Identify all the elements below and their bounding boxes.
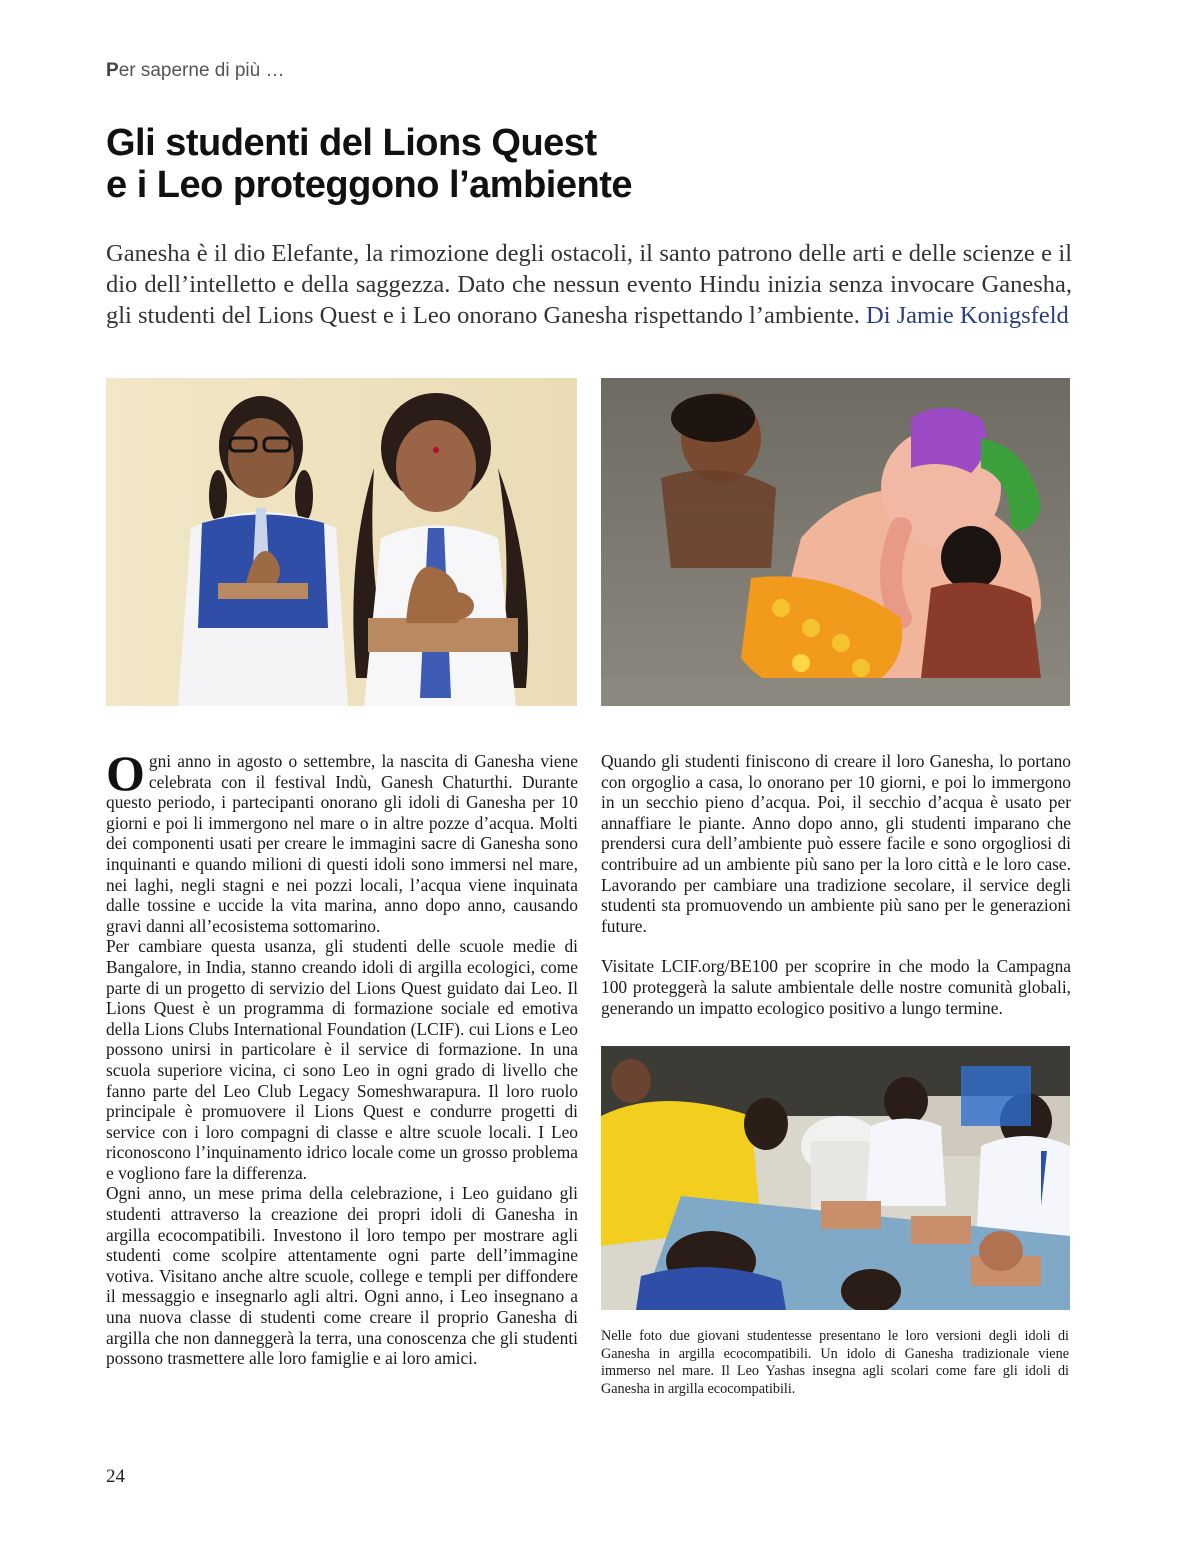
page-number: 24 [106,1466,125,1487]
text-column-right [601,751,1071,1018]
text-column-left [106,745,578,1369]
byline: Di Jamie Konigsfeld [866,302,1069,329]
paragraph-1-text: gni anno in agosto o settembre, la nascita di Ganesha viene celebrata con il festival Indù, Ganesh Chaturthi. Durante questo periodo, i partecipanti onorano gli idoli di Ganesha per 10 giorni e poi li immergono nel mare o in altre pozze d’acqua. Molti dei componenti usati per creare le immagini sacre di Ganesha sono inquinanti e quando milioni di questi idoli sono immersi nel mare, nei laghi, negli stagni e nei pozzi locali, l’acqua viene inquinata dalle tossine e uccide la vita marina, anno dopo anno, causando gravi danni all’ecosistema sottomarino. [106,751,578,936]
article-title-line-2: e i Leo proteggono l’ambiente [106,164,632,206]
drop-cap: O [106,745,145,801]
lead-text: Ganesha è il dio Elefante, la rimozione degli ostacoli, il santo patrono delle arti e delle scienze e il dio dell’intelletto e della saggezza. Dato che nessun evento Hindu inizia senza invocare Ganesha, gli studenti del Lions Quest e i Leo onorano Ganesha rispettando l’ambiente. [106,240,1072,329]
photo-leo-teaching-students [601,1046,1070,1310]
paragraph-2: Per cambiare questa usanza, gli studenti delle scuole medie di Bangalore, in India, stanno creando idoli di argilla ecologici, come parte di un progetto di servizio del Lions Quest guidato dai Leo. Il Lions Quest è un programma di formazione sociale ed emotiva della Lions Clubs International Foundation (LCIF). cui Lions e Leo possono unirsi in particolare è il service di formazione. In una scuola superiore vicina, ci sono Leo in ogni grado di livello che fanno parte del Leo Club Legacy Someshwarapura. Il loro ruolo principale è promuovere il Lions Quest e condurre progetti di service con i loro compagni di classe e altre scuole locali. I Leo riconoscono l’inquinamento idrico locale come un grosso problema e vogliono fare la differenza. [106,936,578,1183]
paragraph-1 [106,745,578,936]
article-title-line-1: Gli studenti del Lions Quest [106,122,597,164]
paragraph-5: Visitate LCIF.org/BE100 per scoprire in che modo la Campagna 100 proteggerà la salute ambientale delle nostre comunità globali, generando un impatto ecologico positivo a lungo termine. [601,956,1071,1018]
paragraph-3: Ogni anno, un mese prima della celebrazione, i Leo guidano gli studenti attraverso la creazione dei propri idoli di Ganesha in argilla ecocompatibili. Investono il loro tempo per mostrare agli studenti come scolpire attentamente ogni parte dell’immagine votiva. Visitano anche altre scuole, college e templi per diffondere il messaggio e insegnarlo agli altri. Ogni anno, i Leo insegnano a una nuova classe di studenti come creare il proprio Ganesha di argilla che non danneggerà la terra, una conoscenza che gli studenti possono trasmettere alle loro famiglie e ai loro amici. [106,1183,578,1369]
photo-idol-immersion [601,378,1070,706]
paragraph-4: Quando gli studenti finiscono di creare il loro Ganesha, lo portano con orgoglio a casa, lo onorano per 10 giorni, e poi lo immergono in un secchio pieno d’acqua. Poi, il secchio d’acqua è usato per annaffiare le piante. Anno dopo anno, gli studenti imparano che prendersi cura dell’ambiente può essere facile e sono orgogliosi di contribuire ad un ambiente più sano per la loro città e le loro case. Lavorando per cambiare una tradizione secolare, il service degli studenti sta promuovendo un ambiente più sano per le generazioni future. [601,751,1071,936]
paragraph-gap [601,936,1071,956]
section-label-initial: P [106,60,119,81]
article-title [106,122,632,206]
section-label [106,60,285,82]
section-label-text: er saperne di più … [118,60,285,81]
photo-students-with-clay-idols [106,378,577,706]
article-lead [106,238,1072,331]
photo-caption: Nelle foto due giovani studentesse presentano le loro versioni degli idoli di Ganesha in argilla ecocompatibili. Un idolo di Ganesha tradizionale viene immerso nel mare. Il Leo Yashas insegna agli scolari come fare gli idoli di Ganesha in argilla ecocompatibili. [601,1328,1069,1397]
